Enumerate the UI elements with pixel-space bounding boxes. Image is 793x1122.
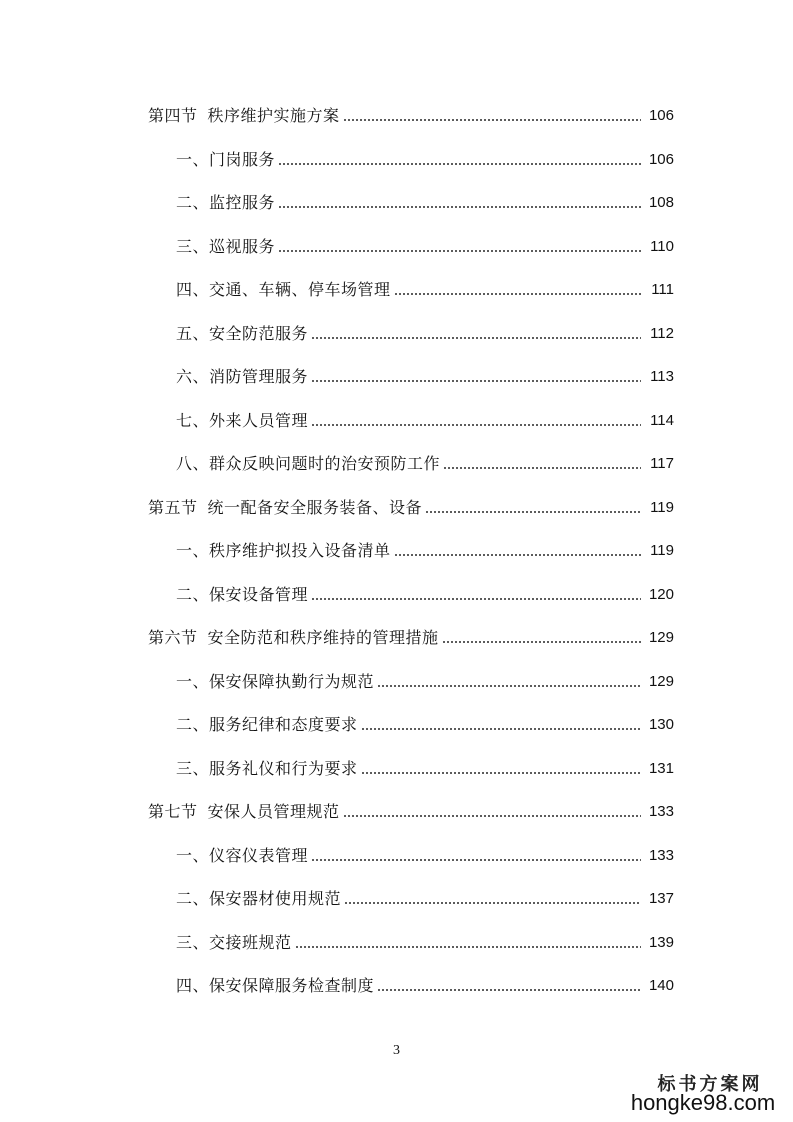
toc-section-title: 安全防范和秩序维持的管理措施 xyxy=(207,628,439,647)
dot-leader xyxy=(295,945,641,949)
toc-page-number: 120 xyxy=(648,586,674,603)
dot-leader xyxy=(278,205,641,209)
dot-leader xyxy=(343,118,641,122)
toc-entry-row[interactable] xyxy=(176,535,674,561)
toc-page-number: 137 xyxy=(648,890,674,907)
toc-entry-title: 三、巡视服务 xyxy=(176,237,276,256)
dot-leader xyxy=(311,423,641,427)
toc-section-title: 安保人员管理规范 xyxy=(207,802,340,821)
toc-page-number: 129 xyxy=(648,673,674,690)
toc-entry-title: 六、消防管理服务 xyxy=(176,367,309,386)
watermark-site-name: 标书方案网 xyxy=(657,1074,763,1095)
toc-section-number: 第七节 xyxy=(148,802,198,821)
toc-entry-row[interactable] xyxy=(176,579,674,605)
toc-section-row[interactable] xyxy=(148,796,674,822)
toc-page-number: 108 xyxy=(648,194,674,211)
toc-page-number: 113 xyxy=(650,368,674,385)
dot-leader xyxy=(278,162,641,166)
toc-section-number: 第四节 xyxy=(148,106,198,125)
dot-leader xyxy=(443,466,641,470)
toc-page-number: 114 xyxy=(650,412,674,429)
toc-entry-row[interactable] xyxy=(176,274,674,300)
toc-section-number: 第六节 xyxy=(148,628,198,647)
toc-section-title: 统一配备安全服务装备、设备 xyxy=(207,498,423,517)
dot-leader xyxy=(442,640,641,644)
toc-entry-row[interactable] xyxy=(176,883,674,909)
toc-entry-row[interactable] xyxy=(176,666,674,692)
dot-leader xyxy=(394,553,641,557)
toc-entry-row[interactable] xyxy=(176,144,674,170)
toc-section-title: 秩序维护实施方案 xyxy=(207,106,340,125)
dot-leader xyxy=(394,292,641,296)
dot-leader xyxy=(377,988,641,992)
toc-section-number: 第五节 xyxy=(148,498,198,517)
dot-leader xyxy=(311,379,641,383)
toc-entry-row[interactable] xyxy=(176,448,674,474)
toc-entry-row[interactable] xyxy=(176,840,674,866)
toc-entry-row[interactable] xyxy=(176,231,674,257)
dot-leader xyxy=(425,510,641,514)
toc-page-number: 110 xyxy=(650,238,674,255)
dot-leader xyxy=(361,771,641,775)
toc-entry-title: 一、门岗服务 xyxy=(176,150,276,169)
toc-entry-row[interactable] xyxy=(176,709,674,735)
toc-section-row[interactable] xyxy=(148,622,674,648)
toc-entry-row[interactable] xyxy=(176,927,674,953)
toc-entry-title: 四、保安保障服务检查制度 xyxy=(176,976,375,995)
page-number: 3 xyxy=(393,1043,400,1058)
toc-page-number: 117 xyxy=(650,455,674,472)
toc-entry-title: 四、交通、车辆、停车场管理 xyxy=(176,280,391,299)
dot-leader xyxy=(311,597,641,601)
toc-entry-row[interactable] xyxy=(176,405,674,431)
toc-entry-title: 二、服务纪律和态度要求 xyxy=(176,715,358,734)
toc-entry-title: 一、秩序维护拟投入设备清单 xyxy=(176,541,391,560)
toc-page-number: 133 xyxy=(648,847,674,864)
toc-section-row[interactable] xyxy=(148,492,674,518)
dot-leader xyxy=(377,684,641,688)
toc-entry-title: 一、仪容仪表管理 xyxy=(176,846,309,865)
toc-entry-title xyxy=(148,628,439,648)
toc-page-number: 140 xyxy=(648,977,674,994)
toc-entry-title: 八、群众反映问题时的治安预防工作 xyxy=(176,454,441,473)
dot-leader xyxy=(311,336,641,340)
toc-entry-row[interactable] xyxy=(176,318,674,344)
dot-leader xyxy=(344,901,641,905)
dot-leader xyxy=(343,814,641,818)
toc-entry-title: 二、保安设备管理 xyxy=(176,585,309,604)
dot-leader xyxy=(361,727,641,731)
dot-leader xyxy=(278,249,641,253)
toc-entry-row[interactable] xyxy=(176,361,674,387)
toc-page-number: 112 xyxy=(650,325,674,342)
toc-entry-title: 三、服务礼仪和行为要求 xyxy=(176,759,358,778)
toc-page-number: 106 xyxy=(648,151,674,168)
toc-entry-title xyxy=(148,498,422,518)
toc-page-number: 129 xyxy=(648,629,674,646)
toc-entry-title: 七、外来人员管理 xyxy=(176,411,309,430)
toc-entry-row[interactable] xyxy=(176,187,674,213)
toc-entry-title: 一、保安保障执勤行为规范 xyxy=(176,672,375,691)
toc-entry-title: 二、保安器材使用规范 xyxy=(176,889,342,908)
toc-page-number: 139 xyxy=(648,934,674,951)
toc-page-number: 130 xyxy=(648,716,674,733)
toc-entry-row[interactable] xyxy=(176,970,674,996)
toc-section-row[interactable] xyxy=(148,100,674,126)
toc-entry-row[interactable] xyxy=(176,753,674,779)
toc-page-number: 131 xyxy=(648,760,674,777)
toc-entry-title: 五、安全防范服务 xyxy=(176,324,309,343)
toc-page-number: 106 xyxy=(648,107,674,124)
watermark-url: hongke98.com xyxy=(630,1090,776,1115)
toc-entry-title xyxy=(148,802,340,822)
toc-page-number: 119 xyxy=(650,499,674,516)
toc-page-number: 133 xyxy=(648,803,674,820)
toc-entry-title xyxy=(148,106,340,126)
toc-page-number: 119 xyxy=(650,542,674,559)
dot-leader xyxy=(311,858,641,862)
toc-entry-title: 二、监控服务 xyxy=(176,193,276,212)
toc-entry-title: 三、交接班规范 xyxy=(176,933,292,952)
toc-page-number: 111 xyxy=(651,281,674,298)
